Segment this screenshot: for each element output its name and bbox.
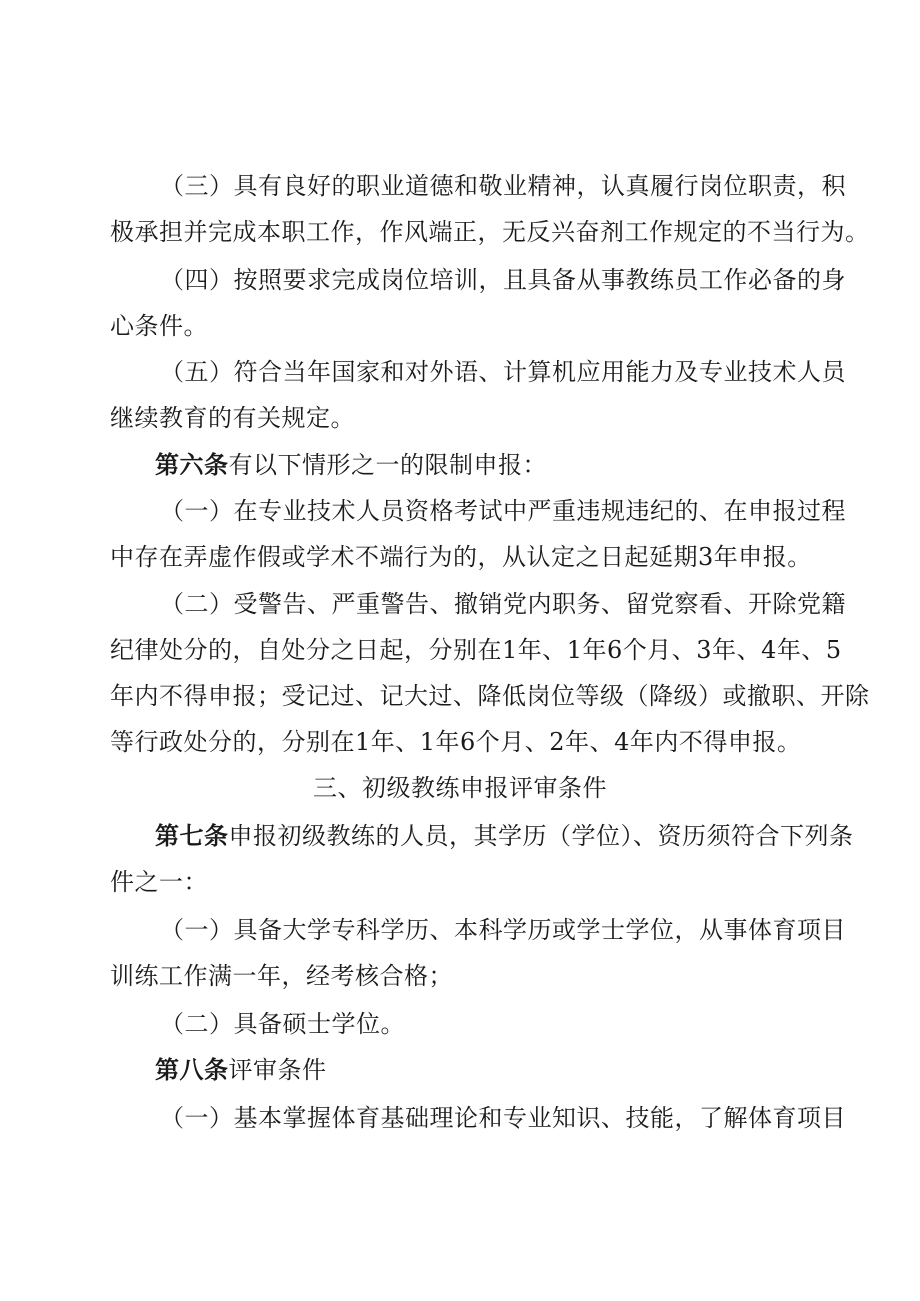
article-6	[155, 449, 547, 481]
article-label: 第七条	[155, 822, 229, 850]
paragraph-line: 年内不得申报；受记过、记大过、降低岗位等级（降级）或撤职、开除	[110, 682, 870, 710]
paragraph-line: 纪律处分的，自处分之日起，分别在1年、1年6个月、3年、4年、5	[110, 636, 842, 664]
article-label: 第六条	[155, 451, 229, 479]
paragraph-line: （三）具有良好的职业道德和敬业精神，认真履行岗位职责，积	[160, 172, 846, 200]
paragraph-line: （五）符合当年国家和对外语、计算机应用能力及专业技术人员	[160, 358, 846, 386]
paragraph-line: （四）按照要求完成岗位培训，且具备从事教练员工作必备的身	[160, 266, 846, 294]
paragraph-line: （一）在专业技术人员资格考试中严重违规违纪的、在申报过程	[160, 497, 846, 525]
paragraph-line: 训练工作满一年，经考核合格；	[110, 962, 453, 990]
paragraph-line: （一）具备大学专科学历、本科学历或学士学位，从事体育项目	[160, 916, 846, 944]
paragraph-line: （一）基本掌握体育基础理论和专业知识、技能，了解体育项目	[160, 1104, 846, 1132]
article-text: 评审条件	[228, 1056, 327, 1084]
paragraph-line: （二）具备硕士学位。	[160, 1010, 405, 1038]
paragraph-line: 件之一：	[110, 868, 208, 896]
article-7	[155, 820, 854, 852]
article-text: 有以下情形之一的限制申报：	[228, 451, 547, 479]
article-label: 第八条	[155, 1056, 229, 1084]
paragraph-line: 极承担并完成本职工作，作风端正，无反兴奋剂工作规定的不当行为。	[110, 218, 870, 246]
section-heading: 三、初级教练申报评审条件	[313, 774, 607, 802]
paragraph-line: 心条件。	[110, 312, 208, 340]
article-text: 申报初级教练的人员，其学历（学位）、资历须符合下列条	[228, 822, 854, 850]
paragraph-line: （二）受警告、严重警告、撤销党内职务、留党察看、开除党籍	[160, 590, 846, 618]
article-8	[155, 1054, 327, 1086]
paragraph-line: 等行政处分的，分别在1年、1年6个月、2年、4年内不得申报。	[110, 728, 802, 756]
paragraph-line: 中存在弄虚作假或学术不端行为的，从认定之日起延期3年申报。	[110, 543, 812, 571]
paragraph-line: 继续教育的有关规定。	[110, 404, 355, 432]
